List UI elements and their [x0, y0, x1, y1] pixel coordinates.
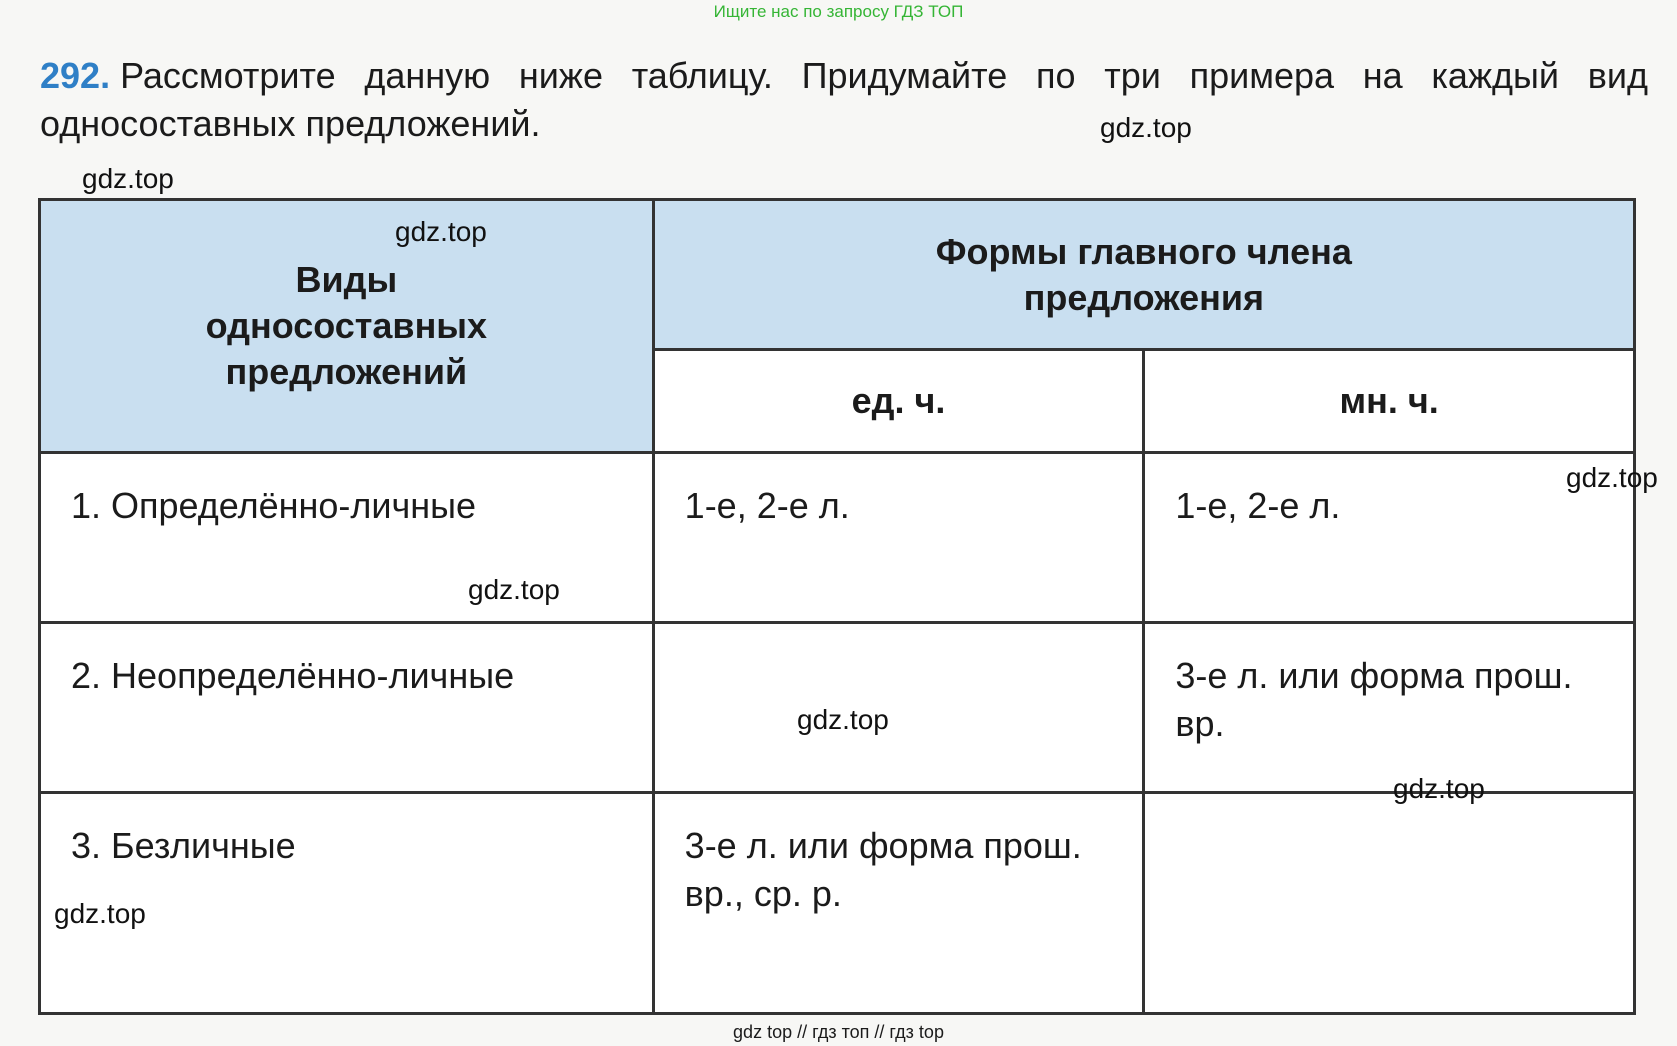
- subheader-plural: мн. ч.: [1144, 350, 1635, 453]
- row-singular-text: [655, 624, 1143, 652]
- watermark: gdz.top: [1566, 462, 1658, 493]
- watermark: gdz.top: [1100, 112, 1192, 143]
- header-forms: [653, 200, 1634, 350]
- header-forms-label: Формы главного члена предложения: [935, 230, 1352, 318]
- row-plural-text: 3-е л. или форма прош. вр.: [1175, 655, 1573, 744]
- row-plural: [1144, 793, 1635, 1014]
- top-note: Ищите нас по запросу ГДЗ ТОП: [713, 2, 964, 21]
- row-type: [40, 623, 654, 793]
- row-singular: [653, 453, 1144, 623]
- row-type-text: 2. Неопределённо-личные: [71, 655, 515, 696]
- row-plural-text: 1-е, 2-е л.: [1175, 485, 1341, 526]
- row-singular-text: 3-е л. или форма прош. вр., ср. р.: [684, 825, 1082, 914]
- row-type: [40, 453, 654, 623]
- row-singular-text: 1-е, 2-е л.: [684, 485, 850, 526]
- watermark: gdz.top: [54, 898, 146, 929]
- row-plural: [1144, 623, 1635, 793]
- one-member-sentences-table: [38, 198, 1636, 1015]
- header-types-label: Виды односоставных предложений: [205, 259, 488, 392]
- watermark: gdz.top: [797, 704, 889, 735]
- row-singular: [653, 793, 1144, 1014]
- bottom-note: gdz top // гдз топ // гдз top: [733, 1022, 944, 1042]
- row-plural: [1144, 453, 1635, 623]
- header-types: [40, 200, 654, 453]
- row-type-text: 1. Определённо-личные: [71, 485, 477, 526]
- watermark: gdz.top: [82, 163, 174, 194]
- task-statement: [40, 52, 1648, 148]
- row-singular: [653, 623, 1144, 793]
- table-row: [40, 453, 1635, 623]
- watermark: gdz.top: [468, 574, 560, 605]
- task-number: 292.: [40, 55, 111, 96]
- row-plural-text: [1145, 794, 1633, 822]
- task-text: Рассмотрите данную ниже таблицу. Придумайте по три примера на каждый вид односоставных предложений.: [40, 55, 1648, 144]
- watermark: gdz.top: [1393, 773, 1485, 804]
- subheader-singular: ед. ч.: [653, 350, 1144, 453]
- row-type-text: 3. Безличные: [71, 825, 296, 866]
- table-row: [40, 793, 1635, 1014]
- watermark: gdz.top: [395, 216, 487, 247]
